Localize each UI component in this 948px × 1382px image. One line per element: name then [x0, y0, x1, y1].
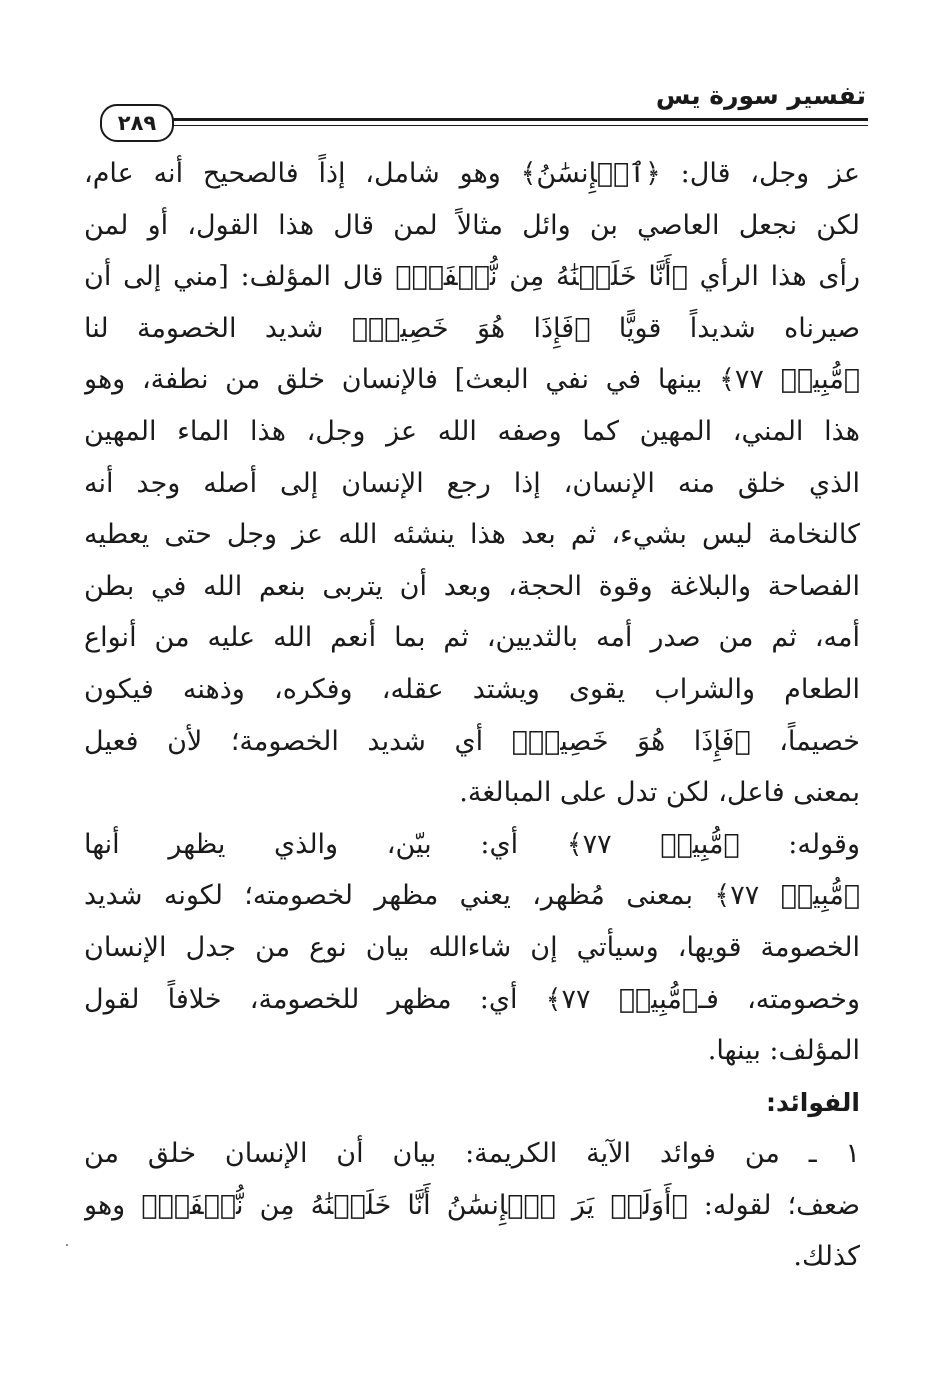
- scan-speck: [66, 1244, 68, 1246]
- text-line: الذي خلق منه الإنسان، إذا رجع الإنسان إلى أصله وجد أنه: [84, 467, 860, 499]
- text-line: الفصاحة والبلاغة وقوة الحجة، وبعد أن يتربى بنعم الله في بطن: [84, 570, 860, 602]
- text-line: أمه، ثم من صدر أمه بالثديين، ثم بما أنعم الله عليه من أنواع: [84, 622, 860, 654]
- header-rule: [166, 118, 868, 121]
- text-line: ﴿مُّبِينٞ ٧٧﴾ بينها في نفي البعث] فالإنسان خلق من نطفة، وهو: [84, 364, 860, 396]
- section-heading: الفوائد:: [765, 1087, 860, 1117]
- paragraph-end-line: كذلك.: [793, 1241, 860, 1273]
- text-line: خصيماً، ﴿فَإِذَا هُوَ خَصِيمٞ﴾ أي شديد الخصومة؛ لأن فعيل: [84, 725, 860, 757]
- text-line: هذا المني، المهين كما وصفه الله عز وجل، هذا الماء المهين: [84, 415, 860, 447]
- text-line: ضعف؛ لقوله: ﴿أَوَلَمۡ يَرَ ٱلۡإِنسَٰنُ أَنَّا خَلَقۡنَٰهُ مِن نُّطۡفَةٖ﴾ وهو: [84, 1189, 860, 1221]
- text-line: ١ ـ من فوائد الآية الكريمة: بيان أن الإنسان خلق من: [84, 1138, 860, 1170]
- text-line: ﴿مُّبِينٞ ٧٧﴾ بمعنى مُظهر، يعني مظهر لخصومته؛ لكونه شديد: [84, 880, 860, 912]
- text-line: وخصومته، فـ﴿مُّبِينٞ ٧٧﴾ أي: مظهر للخصومة، خلافاً لقول: [84, 983, 860, 1015]
- text-line: الخصومة قويها، وسيأتي إن شاءالله بيان نوع من جدل الإنسان: [84, 931, 860, 963]
- text-line: وقوله: ﴿مُّبِينٞ ٧٧﴾ أي: بيّن، والذي يظهر أنها: [84, 828, 860, 860]
- header-rule-thin: [170, 125, 868, 126]
- text-line: الطعام والشراب يقوى ويشتد عقله، وفكره، وذهنه فيكون: [84, 673, 860, 705]
- text-line: كالنخامة ليس بشيء، ثم بعد هذا ينشئه الله عز وجل حتى يعطيه: [84, 519, 860, 551]
- body-text: [84, 148, 860, 1283]
- text-line: صيرناه شديداً قويًّا ﴿فَإِذَا هُوَ خَصِيمٞ﴾ شديد الخصومة لنا: [84, 312, 860, 344]
- text-line: عز وجل، قال: ﴿ٱلۡإِنسَٰنُ﴾ وهو شامل، إذاً فالصحيح أنه عام،: [84, 158, 860, 189]
- running-title: تفسير سورة يس: [655, 81, 866, 110]
- paragraph-end-line: المؤلف: بينها.: [707, 1035, 860, 1067]
- text-line: لكن نجعل العاصي بن وائل مثالاً لمن قال هذا القول، أو لمن: [84, 209, 860, 241]
- text-line: رأى هذا الرأي ﴿أَنَّا خَلَقۡنَٰهُ مِن نُّطۡفَةٖ﴾ قال المؤلف: [مني إلى أن: [84, 261, 860, 293]
- page-number: ٢٨٩: [100, 104, 174, 142]
- paragraph-end-line: بمعنى فاعل، لكن تدل على المبالغة.: [459, 777, 860, 809]
